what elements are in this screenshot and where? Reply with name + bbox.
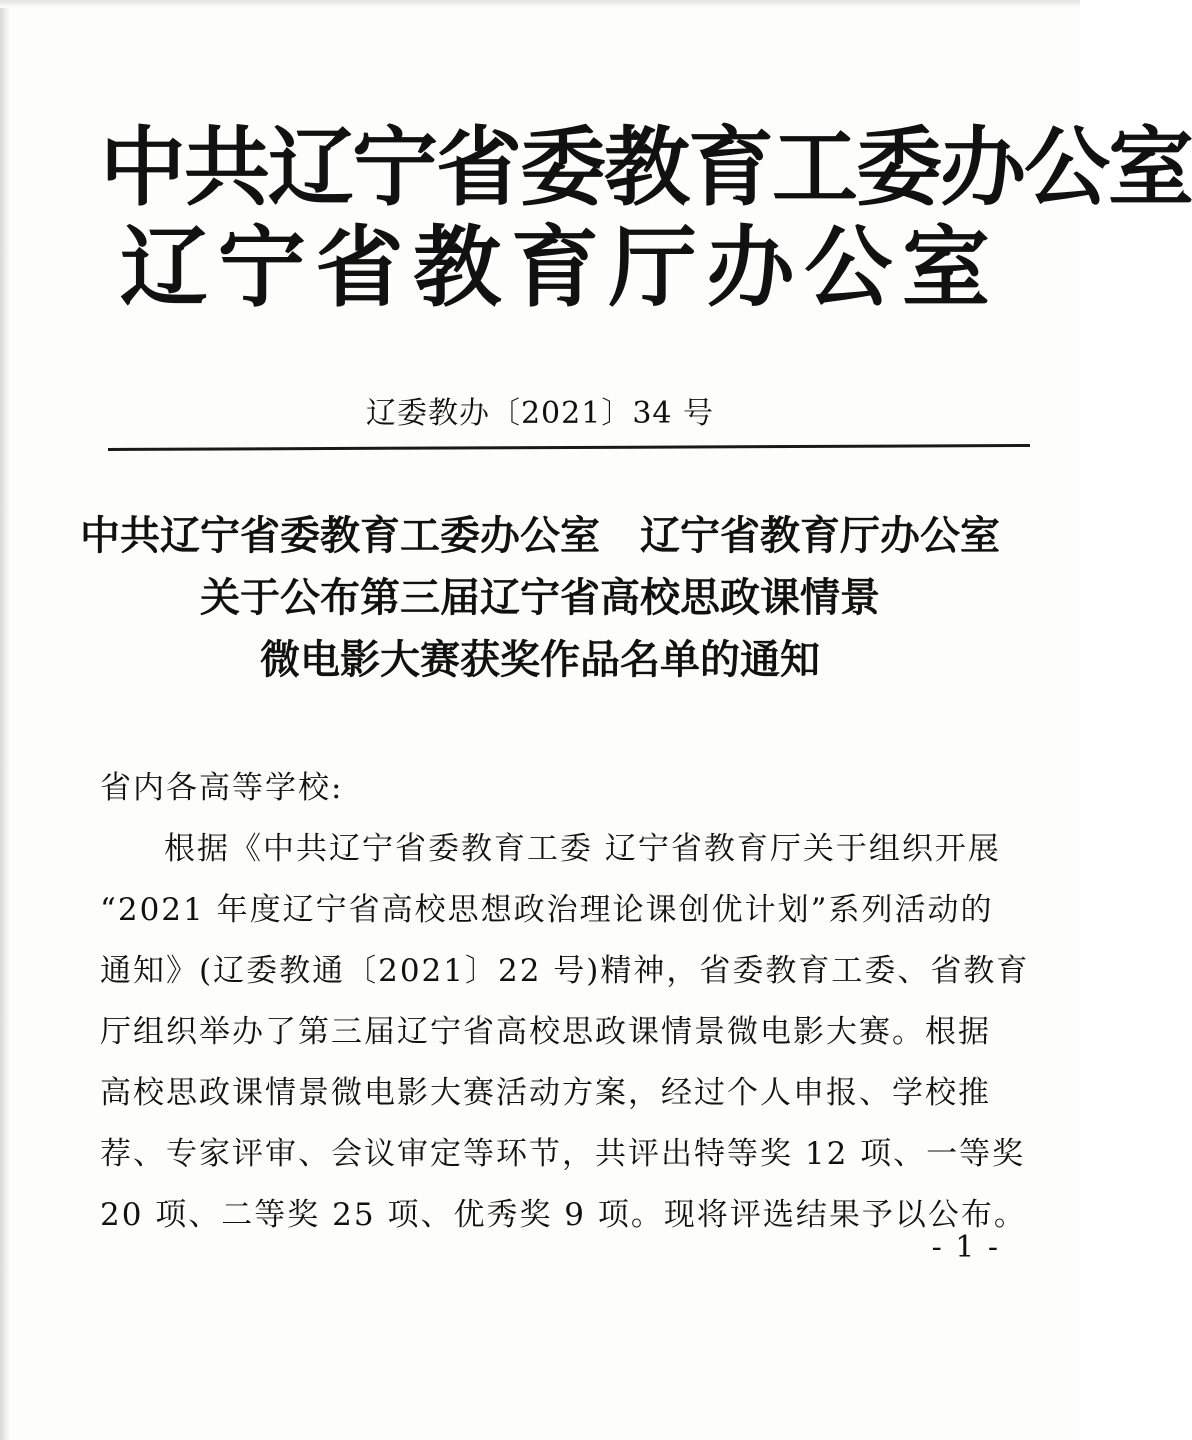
notice-title-line-2: 关于公布第三届辽宁省高校思政课情景 bbox=[200, 574, 880, 621]
salutation: 省内各高等学校: bbox=[100, 770, 344, 806]
body-line: 厅组织举办了第三届辽宁省高校思政课情景微电影大赛。根据 bbox=[100, 1014, 991, 1050]
notice-body bbox=[100, 758, 1030, 1246]
notice-title-line-3: 微电影大赛获奖作品名单的通知 bbox=[260, 636, 820, 683]
body-line: 通知》(辽委教通〔2021〕22 号)精神，省委教育工委、省教育 bbox=[100, 953, 1030, 989]
body-line: “2021 年度辽宁省高校思想政治理论课创优计划”系列活动的 bbox=[100, 892, 994, 928]
issuer-header-line-1: 中共辽宁省委教育工委办公室 bbox=[100, 117, 1192, 218]
issuer-header-line-2: 辽宁省教育厅办公室 bbox=[120, 215, 990, 319]
header-divider-rule bbox=[108, 444, 1030, 451]
scan-shadow-left bbox=[0, 0, 10, 1440]
notice-title bbox=[80, 505, 1000, 691]
notice-title-line-1: 中共辽宁省委教育工委办公室 辽宁省教育厅办公室 bbox=[80, 512, 1000, 559]
body-line: 20 项、二等奖 25 项、优秀奖 9 项。现将评选结果予以公布。 bbox=[100, 1197, 1027, 1233]
body-line: 高校思政课情景微电影大赛活动方案，经过个人申报、学校推 bbox=[100, 1075, 991, 1111]
scan-shadow-top bbox=[0, 0, 1080, 8]
body-line: 根据《中共辽宁省委教育工委 辽宁省教育厅关于组织开展 bbox=[164, 831, 1001, 867]
document-number: 辽委教办〔2021〕34 号 bbox=[365, 396, 715, 431]
body-line: 荐、专家评审、会议审定等环节，共评出特等奖 12 项、一等奖 bbox=[100, 1136, 1026, 1172]
page-number: - 1 - bbox=[931, 1230, 1000, 1265]
